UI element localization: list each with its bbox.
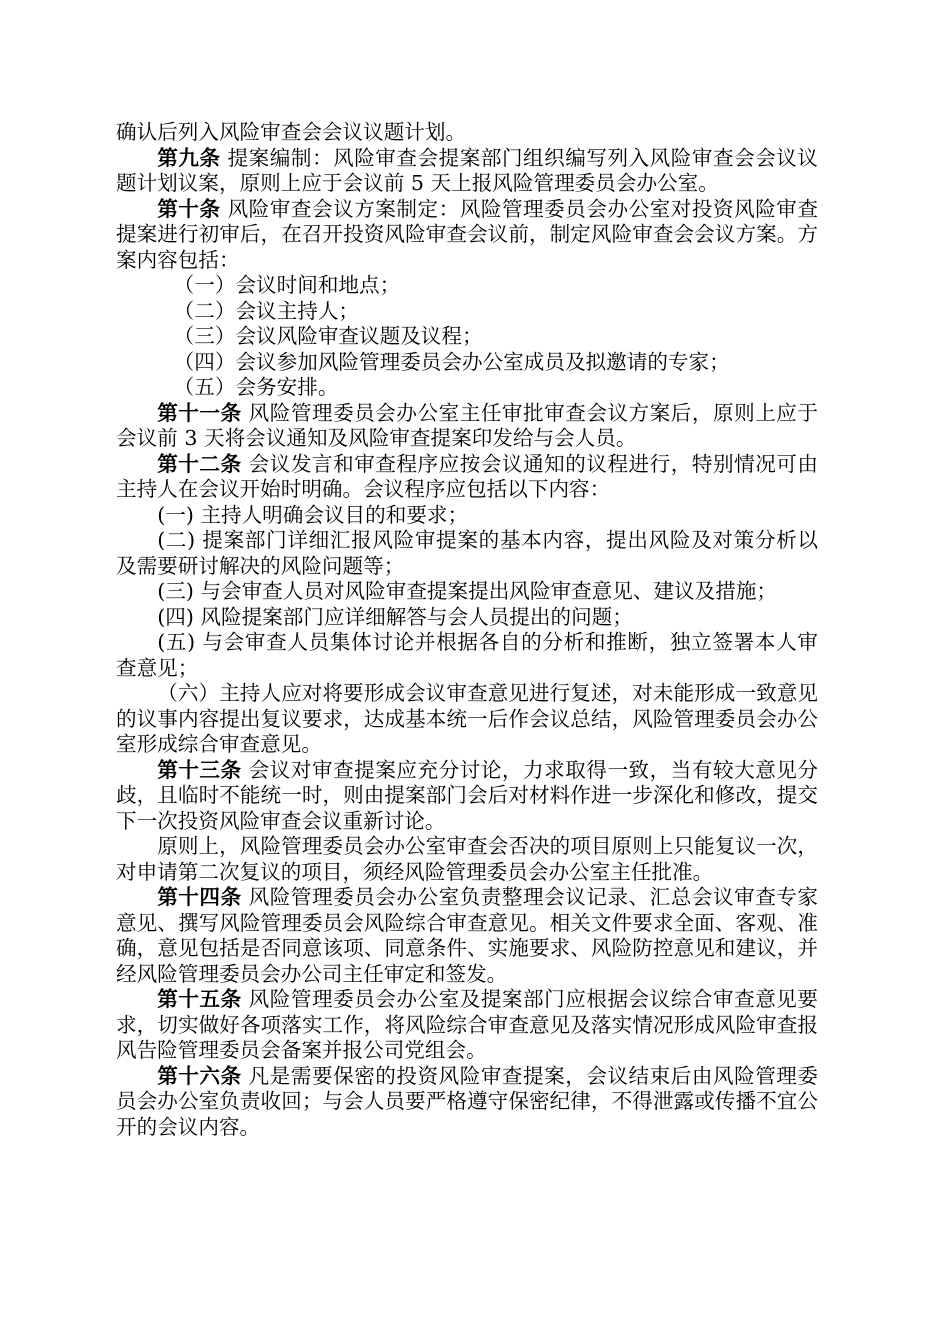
article-10-item-5: （五）会务安排。 — [173, 375, 339, 399]
article-13-text: 会议对审查提案应充分讨论，力求取得一致，当有较大意见分歧，且临时不能统一时，则由提案部门会后对材料作进一步深化和修改，提交下一次投资风险审查会议重新讨论。 — [116, 757, 818, 833]
article-16-text: 凡是需要保密的投资风险审查提案，会议结束后由风险管理委员会办公室负责收回；与会人员要严格遵守保密纪律，不得泄露或传播不宜公开的会议内容。 — [116, 1063, 818, 1139]
intro-paragraph: 确认后列入风险审查会会议议题计划。 — [116, 120, 467, 144]
article-14-text: 风险管理委员会办公室负责整理会议记录、汇总会议审查专家意见、撰写风险管理委员会风险综合审查意见。相关文件要求全面、客观、准确，意见包括是否同意该项、同意条件、实施要求、风险防控意见和建议，并经风险管理委员会办公司主任审定和签发。 — [116, 885, 818, 986]
article-10-heading: 第十条 — [157, 196, 221, 221]
article-12-item-4: (四) 风险提案部门应详细解答与会人员提出的问题； — [157, 604, 633, 629]
article-11-text: 风险管理委员会办公室主任审批审查会议方案后，原则上应于会议前 3 天将会议通知及风险审查提案印发给与会人员。 — [116, 400, 818, 450]
article-10 — [116, 197, 818, 274]
article-10-item-2: （二）会议主持人； — [173, 298, 360, 323]
article-12-item-1: (一) 主持人明确会议目的和要求； — [157, 502, 469, 527]
article-12-item-3: (三) 与会审查人员对风险审查提案提出风险审查意见、建议及措施； — [157, 579, 778, 603]
article-14-heading: 第十四条 — [157, 885, 242, 909]
article-13-heading: 第十三条 — [157, 757, 242, 782]
article-12 — [116, 452, 818, 503]
article-9-heading: 第九条 — [157, 145, 221, 170]
article-15-heading: 第十五条 — [157, 987, 242, 1011]
article-12-item-5: (五) 与会审查人员集体讨论并根据各自的分析和推断，独立签署本人审查意见； — [116, 630, 818, 680]
article-11 — [116, 401, 818, 452]
article-16-heading: 第十六条 — [157, 1063, 242, 1088]
article-13 — [116, 758, 818, 835]
article-13-extra-paragraph: 原则上，风险管理委员会办公室审查会否决的项目原则上只能复议一次，对申请第二次复议的项目，须经风险管理委员会办公室主任批准。 — [116, 834, 818, 884]
article-15-text: 风险管理委员会办公室及提案部门应根据会议综合审查意见要求，切实做好各项落实工作，将风险综合审查意见及落实情况形成风险审查报风告险管理委员会备案并报公司党组会。 — [116, 987, 818, 1062]
article-12-heading: 第十二条 — [157, 451, 242, 476]
article-10-text: 风险审查会议方案制定：风险管理委员会办公室对投资风险审查提案进行初审后，在召开投资风险审查会议前，制定风险审查会会议方案。方案内容包括： — [116, 196, 819, 272]
article-15 — [116, 987, 818, 1064]
article-11-heading: 第十一条 — [157, 400, 242, 425]
article-14 — [116, 885, 818, 987]
document-page — [116, 120, 818, 1140]
article-10-item-4: （四）会议参加风险管理委员会办公室成员及拟邀请的专家； — [173, 349, 730, 374]
article-12-item-2: (二) 提案部门详细汇报风险审提案的基本内容，提出风险及对策分析以及需要研讨解决的风险问题等； — [116, 528, 818, 578]
article-16 — [116, 1064, 818, 1141]
article-12-item-6: （六）主持人应对将要形成会议审查意见进行复述，对未能形成一致意见的议事内容提出复议要求，达成基本统一后作会议总结，风险管理委员会办公室形成综合审查意见。 — [116, 681, 818, 756]
article-12-text: 会议发言和审查程序应按会议通知的议程进行，特别情况可由主持人在会议开始时明确。会议程序应包括以下内容： — [116, 451, 818, 501]
article-10-item-1: （一）会议时间和地点； — [173, 273, 401, 297]
article-9-text: 提案编制：风险审查会提案部门组织编写列入风险审查会会议议题计划议案，原则上应于会议前 5 天上报风险管理委员会办公室。 — [116, 145, 819, 195]
article-10-item-3: （三）会议风险审查议题及议程； — [173, 324, 483, 348]
article-9 — [116, 146, 818, 197]
